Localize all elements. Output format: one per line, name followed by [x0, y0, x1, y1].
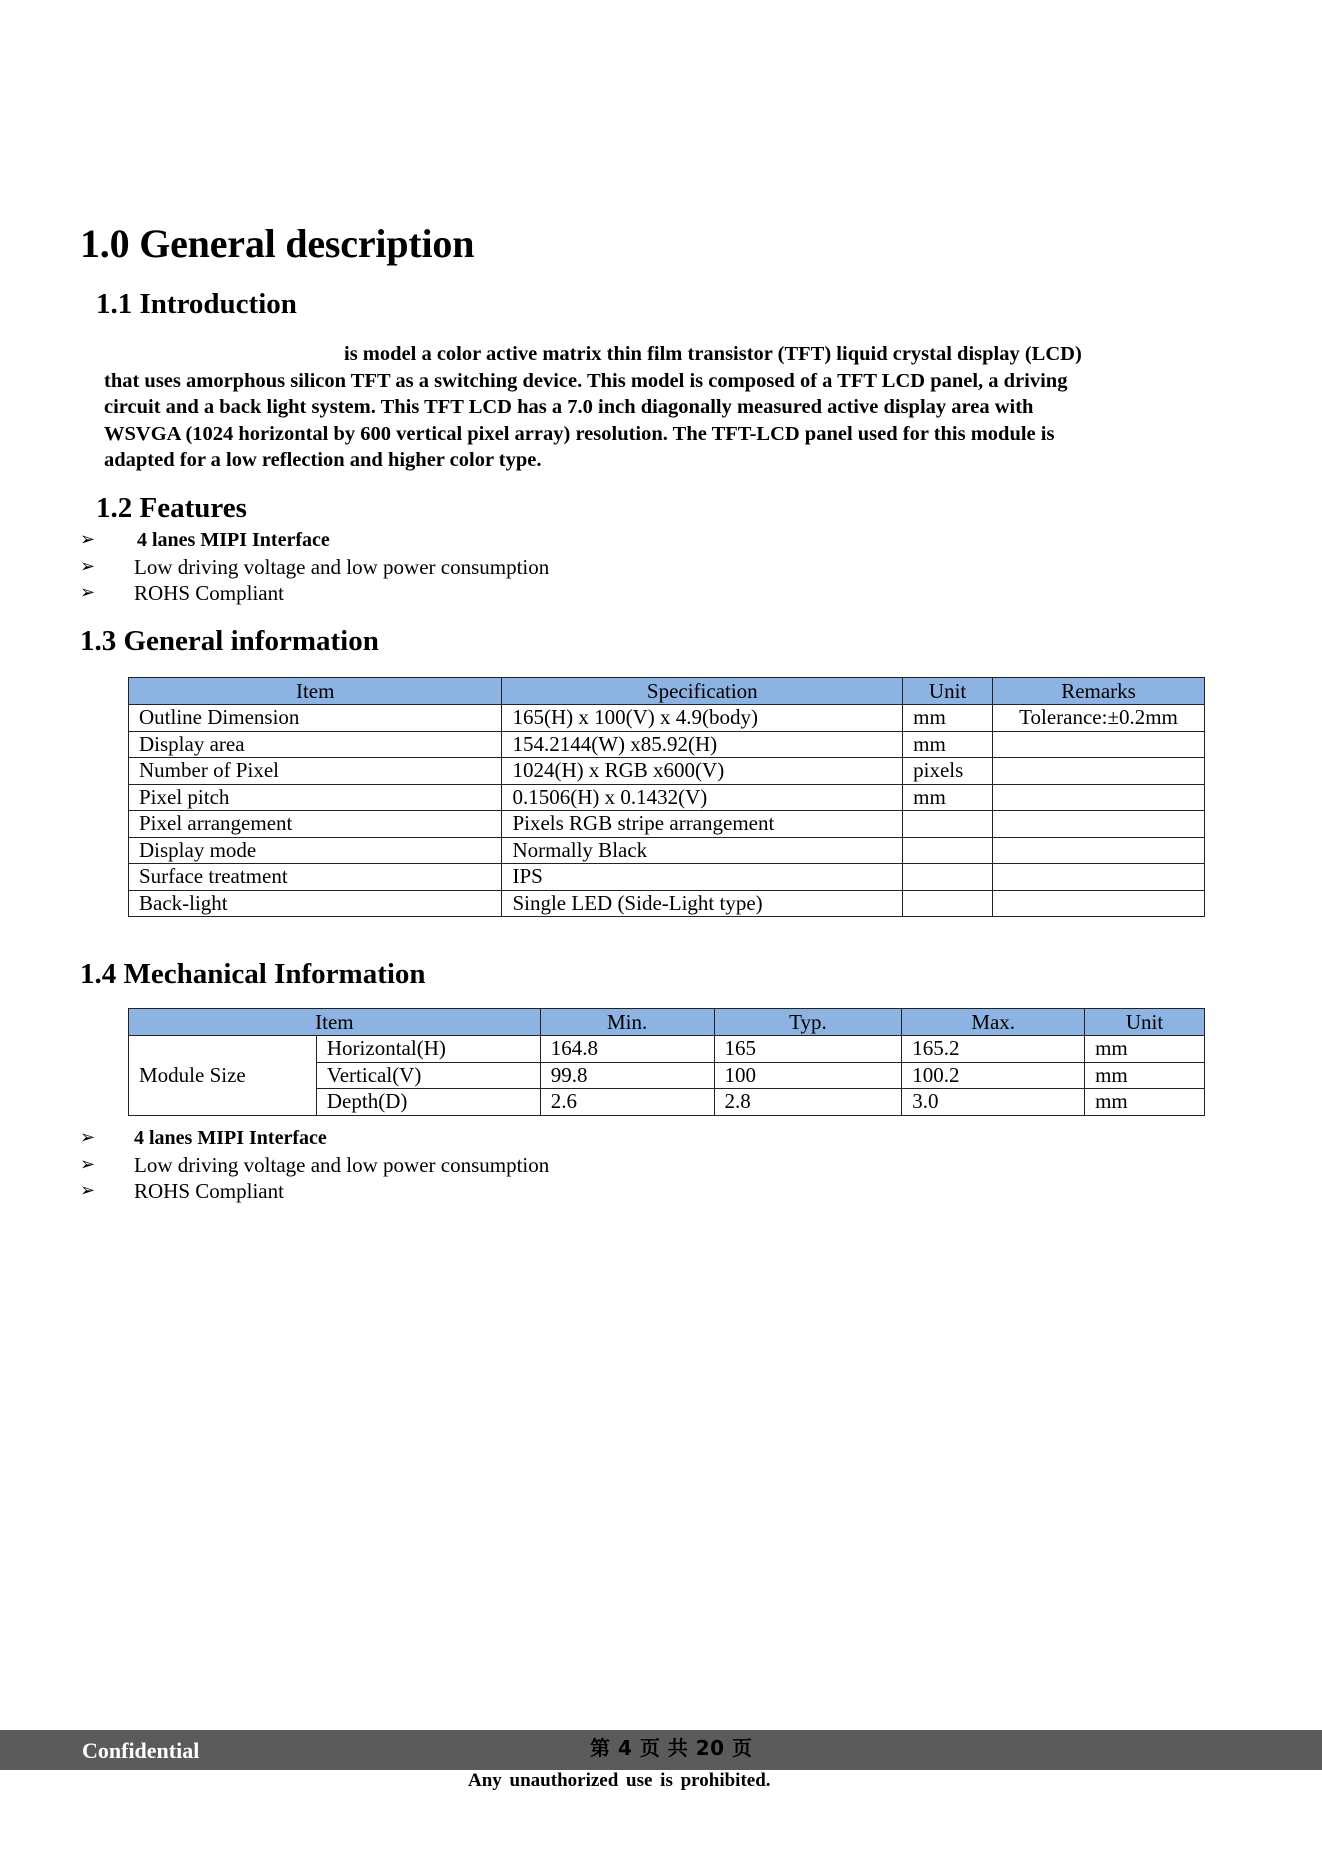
- column-header-typ: Typ.: [714, 1009, 902, 1036]
- feature-text: 4 lanes MIPI Interface: [137, 529, 330, 551]
- cell-unit: [903, 890, 993, 917]
- cell-specification: Pixels RGB stripe arrangement: [502, 811, 903, 838]
- note-item: [80, 1178, 549, 1205]
- column-header-unit: Unit: [903, 678, 993, 705]
- cell-item: Display mode: [129, 837, 502, 864]
- table-row: [129, 837, 1205, 864]
- note-text: ROHS Compliant: [134, 1179, 284, 1203]
- column-header-specification: Specification: [502, 678, 903, 705]
- table-header-row: [129, 678, 1205, 705]
- cell-specification: IPS: [502, 864, 903, 891]
- mechanical-information-heading: 1.4 Mechanical Information: [80, 958, 426, 990]
- intro-line: that uses amorphous silicon TFT as a switching device. This model is composed of a TFT LCD panel, a driving: [104, 369, 1068, 392]
- intro-line: circuit and a back light system. This TFT LCD has a 7.0 inch diagonally measured active display area with: [104, 396, 1034, 419]
- cell-min: 2.6: [540, 1089, 714, 1116]
- footer-page-number: 第 4 页 共 20 页: [590, 1736, 753, 1760]
- cell-item: Surface treatment: [129, 864, 502, 891]
- cell-specification: Normally Black: [502, 837, 903, 864]
- cell-item: Back-light: [129, 890, 502, 917]
- footer-notice: Any unauthorized use is prohibited.: [468, 1770, 771, 1791]
- cell-unit: mm: [903, 784, 993, 811]
- cell-specification: Single LED (Side-Light type): [502, 890, 903, 917]
- column-header-remarks: Remarks: [993, 678, 1205, 705]
- feature-item: [80, 554, 549, 581]
- cell-max: 100.2: [902, 1062, 1085, 1089]
- cell-remarks: [993, 758, 1205, 785]
- note-item: [80, 1125, 549, 1152]
- arrow-bullet-icon: ➢: [80, 1180, 96, 1201]
- cell-item: Pixel arrangement: [129, 811, 502, 838]
- cell-unit: pixels: [903, 758, 993, 785]
- table-row: [129, 864, 1205, 891]
- note-item: [80, 1152, 549, 1179]
- cell-unit: mm: [1085, 1062, 1205, 1089]
- cell-specification: 1024(H) x RGB x600(V): [502, 758, 903, 785]
- cell-unit: [903, 864, 993, 891]
- feature-item: [80, 580, 549, 607]
- cell-dimension: Depth(D): [316, 1089, 540, 1116]
- intro-line: is model a color active matrix thin film transistor (TFT) liquid crystal display (LCD): [344, 343, 1082, 365]
- cell-remarks: [993, 731, 1205, 758]
- cell-unit: mm: [903, 731, 993, 758]
- table-row: [129, 890, 1205, 917]
- cell-remarks: [993, 890, 1205, 917]
- footer-confidential-label: Confidential: [82, 1738, 200, 1763]
- cell-max: 3.0: [902, 1089, 1085, 1116]
- arrow-bullet-icon: ➢: [80, 555, 96, 577]
- table-row: [129, 811, 1205, 838]
- feature-text: Low driving voltage and low power consumption: [134, 554, 550, 579]
- table-row: [129, 1036, 1205, 1063]
- cell-specification: 165(H) x 100(V) x 4.9(body): [502, 705, 903, 732]
- introduction-paragraph: [104, 341, 1214, 474]
- cell-group-label: Module Size: [129, 1036, 317, 1116]
- cell-item: Outline Dimension: [129, 705, 502, 732]
- arrow-bullet-icon: ➢: [80, 1153, 96, 1175]
- cell-specification: 0.1506(H) x 0.1432(V): [502, 784, 903, 811]
- table-row: [129, 758, 1205, 785]
- arrow-bullet-icon: ➢: [80, 582, 96, 603]
- cell-item: Number of Pixel: [129, 758, 502, 785]
- mechanical-information-table: [128, 1008, 1205, 1116]
- note-text: Low driving voltage and low power consumption: [134, 1152, 550, 1177]
- column-header-unit: Unit: [1085, 1009, 1205, 1036]
- note-text: 4 lanes MIPI Interface: [134, 1127, 327, 1149]
- cell-unit: mm: [1085, 1036, 1205, 1063]
- cell-remarks: Tolerance:±0.2mm: [993, 705, 1205, 732]
- cell-remarks: [993, 811, 1205, 838]
- feature-text: ROHS Compliant: [134, 581, 284, 605]
- arrow-bullet-icon: ➢: [80, 1127, 96, 1148]
- cell-typ: 2.8: [714, 1089, 902, 1116]
- general-information-heading: 1.3 General information: [80, 625, 379, 657]
- feature-item: [80, 527, 549, 554]
- cell-dimension: Horizontal(H): [316, 1036, 540, 1063]
- column-header-max: Max.: [902, 1009, 1085, 1036]
- column-header-min: Min.: [540, 1009, 714, 1036]
- cell-remarks: [993, 837, 1205, 864]
- cell-unit: mm: [1085, 1089, 1205, 1116]
- cell-typ: 100: [714, 1062, 902, 1089]
- table-row: [129, 705, 1205, 732]
- cell-dimension: Vertical(V): [316, 1062, 540, 1089]
- arrow-bullet-icon: ➢: [80, 529, 96, 550]
- features-heading: 1.2 Features: [96, 492, 247, 524]
- cell-unit: [903, 837, 993, 864]
- introduction-heading: 1.1 Introduction: [96, 288, 297, 320]
- section-title: 1.0 General description: [80, 221, 475, 266]
- cell-unit: [903, 811, 993, 838]
- intro-line: adapted for a low reflection and higher color type.: [104, 449, 542, 472]
- features-list: [80, 527, 549, 607]
- mechanical-notes-list: [80, 1125, 549, 1205]
- table-row: [129, 731, 1205, 758]
- general-information-table: [128, 677, 1205, 917]
- cell-min: 164.8: [540, 1036, 714, 1063]
- cell-item: Pixel pitch: [129, 784, 502, 811]
- intro-line: WSVGA (1024 horizontal by 600 vertical pixel array) resolution. The TFT-LCD panel used for this module is: [104, 422, 1055, 445]
- cell-min: 99.8: [540, 1062, 714, 1089]
- table-header-row: [129, 1009, 1205, 1036]
- cell-typ: 165: [714, 1036, 902, 1063]
- table-row: [129, 784, 1205, 811]
- cell-remarks: [993, 864, 1205, 891]
- cell-item: Display area: [129, 731, 502, 758]
- cell-unit: mm: [903, 705, 993, 732]
- column-header-item: Item: [129, 678, 502, 705]
- cell-remarks: [993, 784, 1205, 811]
- column-header-item: Item: [129, 1009, 541, 1036]
- cell-max: 165.2: [902, 1036, 1085, 1063]
- cell-specification: 154.2144(W) x85.92(H): [502, 731, 903, 758]
